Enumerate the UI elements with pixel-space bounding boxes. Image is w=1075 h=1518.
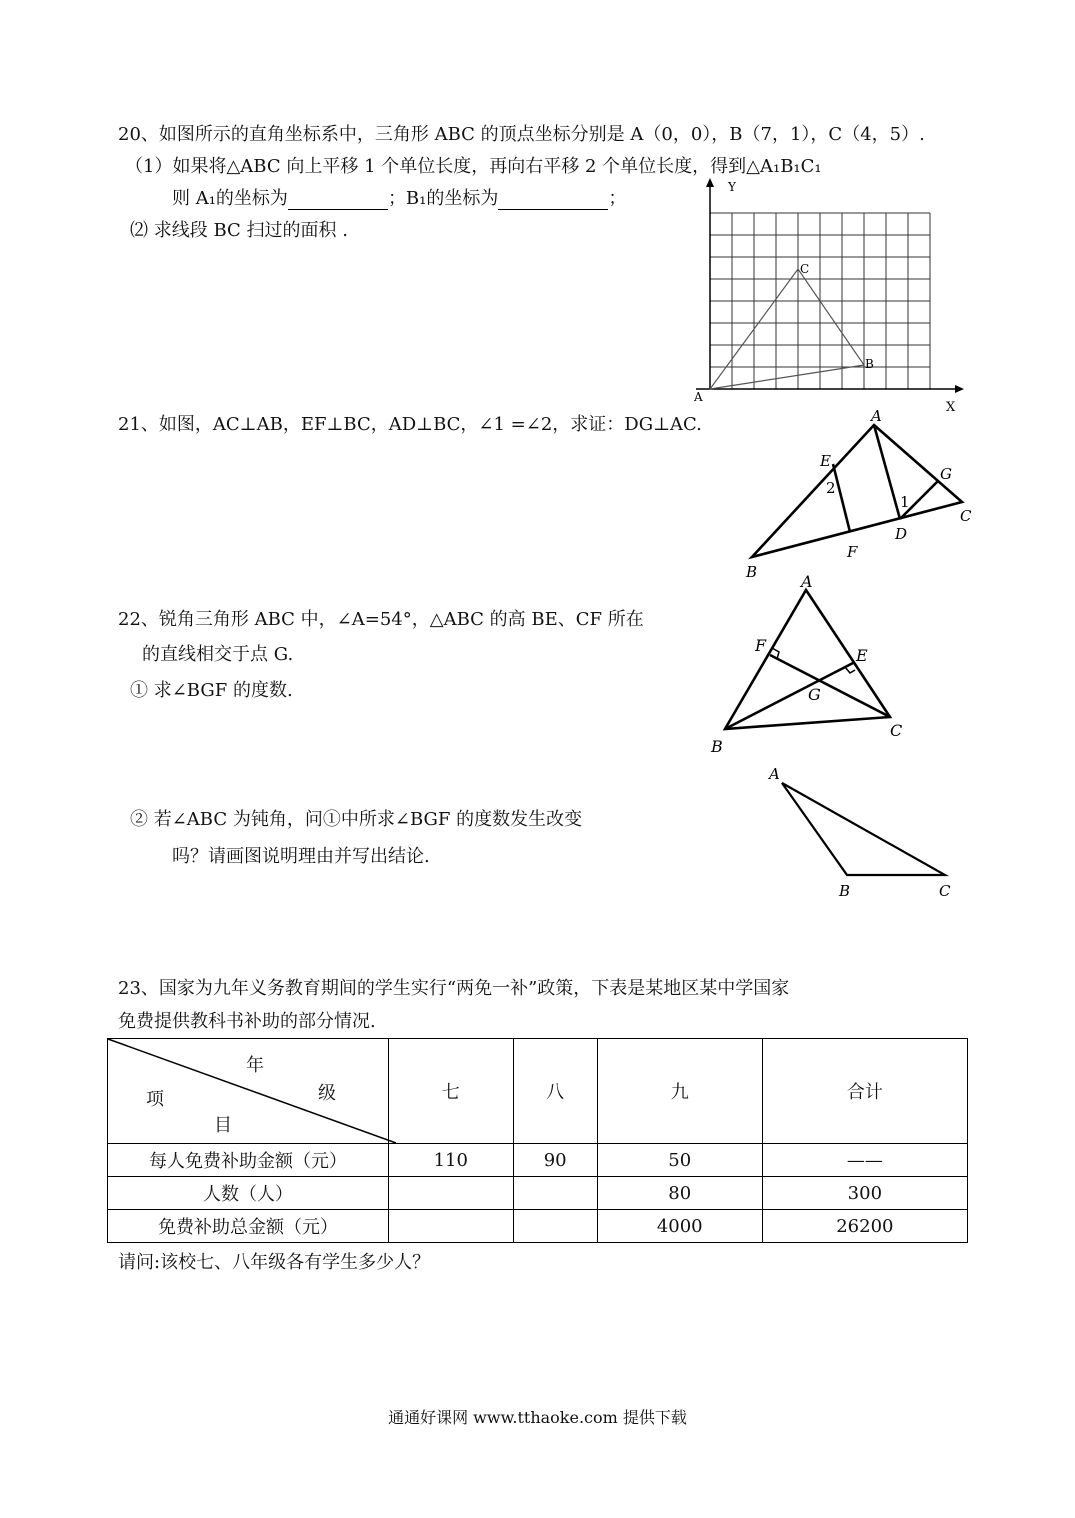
altitude-cf bbox=[770, 655, 890, 717]
q22-sub2: ② 若∠ABC 为钝角，问①中所求∠BGF 的度数发生改变 bbox=[130, 809, 583, 830]
table-cell[interactable] bbox=[389, 1210, 514, 1243]
q23-question: 请问:该校七、八年级各有学生多少人？ bbox=[118, 1252, 431, 1273]
table-cell: 300 bbox=[762, 1177, 967, 1210]
triangle-abc-obtuse bbox=[782, 783, 945, 875]
table-cell: 80 bbox=[597, 1177, 762, 1210]
q21-stem: 21、如图，AC⊥AB，EF⊥BC，AD⊥BC，∠1 =∠2，求证：DG⊥AC. bbox=[118, 414, 702, 435]
table-cell[interactable] bbox=[513, 1210, 597, 1243]
fig22-label-e: E bbox=[856, 646, 868, 665]
q20-stem: 20、如图所示的直角坐标系中，三角形 ABC 的顶点坐标分别是 A（0，0），B（7，1），C（4，5）. bbox=[118, 124, 925, 145]
table-header-cell: 八 bbox=[513, 1039, 597, 1144]
table-row bbox=[108, 1144, 968, 1177]
table-header-cell: 合计 bbox=[762, 1039, 967, 1144]
q20-b1-prefix: ；B₁的坐标为 bbox=[387, 188, 499, 209]
fig21-label-f: F bbox=[847, 543, 858, 561]
page-footer: 通通好课网 www.tthaoke.com 提供下载 bbox=[388, 1408, 687, 1427]
table-cell[interactable] bbox=[389, 1177, 514, 1210]
q20-part1-blanks bbox=[172, 188, 626, 210]
table-cell: 90 bbox=[513, 1144, 597, 1177]
fig22b-label-c: C bbox=[939, 882, 951, 900]
fig21-label-e: E bbox=[820, 452, 831, 470]
q22-sub2-line2: 吗？请画图说明理由并写出结论. bbox=[172, 846, 430, 867]
table-header-row bbox=[108, 1039, 968, 1144]
table-cell: 50 bbox=[597, 1144, 762, 1177]
q20-a1-prefix: 则 A₁的坐标为 bbox=[172, 188, 288, 209]
table-row bbox=[108, 1210, 968, 1243]
table-header-cell: 七 bbox=[389, 1039, 514, 1144]
y-axis-label: Y bbox=[728, 180, 736, 194]
q21-figure bbox=[740, 405, 980, 580]
corner-nian: 年 bbox=[246, 1055, 264, 1076]
fig21-label-d: D bbox=[895, 525, 908, 543]
fig22-label-a: A bbox=[801, 572, 813, 591]
fig22-label-c: C bbox=[890, 721, 903, 740]
table-cell: —— bbox=[762, 1144, 967, 1177]
q20-a1-answer-blank[interactable] bbox=[288, 193, 388, 210]
q22-sub1: ① 求∠BGF 的度数. bbox=[130, 680, 293, 701]
q22-stem-line2: 的直线相交于点 G. bbox=[142, 644, 294, 665]
corner-ji: 级 bbox=[318, 1083, 336, 1104]
table-cell[interactable] bbox=[513, 1177, 597, 1210]
fig21-label-a: A bbox=[871, 407, 882, 425]
x-axis-label: X bbox=[946, 400, 956, 415]
segment-ef bbox=[833, 464, 850, 532]
row-label: 人数（人） bbox=[108, 1177, 389, 1210]
right-angle-e-icon bbox=[845, 667, 855, 673]
y-axis-arrow-icon bbox=[706, 178, 714, 187]
segment-ad bbox=[874, 425, 900, 519]
q22-stem-line1: 22、锐角三角形 ABC 中，∠A=54°，△ABC 的高 BE、CF 所在 bbox=[118, 609, 644, 630]
q20-end: ； bbox=[608, 188, 627, 209]
q20-coordinate-graph bbox=[680, 175, 970, 420]
fig21-label-b: B bbox=[746, 563, 758, 581]
point-b-label: B bbox=[865, 357, 874, 371]
subsidy-table bbox=[107, 1038, 968, 1243]
q20-part2: ⑵ 求线段 BC 扫过的面积 . bbox=[130, 220, 348, 241]
fig21-angle-2: 2 bbox=[826, 479, 836, 497]
fig21-label-c: C bbox=[960, 507, 972, 525]
point-c-label: C bbox=[800, 262, 810, 276]
table-cell: 4000 bbox=[597, 1210, 762, 1243]
q23-stem-line1: 23、国家为九年义务教育期间的学生实行“两免一补”政策，下表是某地区某中学国家 bbox=[118, 978, 790, 999]
corner-mu: 目 bbox=[214, 1115, 232, 1136]
point-a-label: A bbox=[694, 390, 703, 404]
table-header-cell: 九 bbox=[597, 1039, 762, 1144]
fig22-label-b: B bbox=[711, 737, 723, 756]
fig21-angle-1: 1 bbox=[900, 493, 910, 511]
table-cell: 26200 bbox=[762, 1210, 967, 1243]
row-label: 免费补助总金额（元） bbox=[108, 1210, 389, 1243]
row-label: 每人免费补助金额（元） bbox=[108, 1144, 389, 1177]
x-axis-arrow-icon bbox=[955, 385, 964, 393]
q22-figure-obtuse bbox=[765, 762, 965, 902]
q22-figure-acute bbox=[705, 572, 920, 762]
q20-part1: （1）如果将△ABC 向上平移 1 个单位长度，再向右平移 2 个单位长度，得到△A₁B₁C₁ bbox=[125, 156, 822, 177]
q23-stem-line2: 免费提供教科书补助的部分情况. bbox=[118, 1011, 376, 1032]
fig21-label-g: G bbox=[940, 465, 952, 483]
triangle-abc bbox=[710, 269, 864, 389]
fig22b-label-b: B bbox=[839, 882, 851, 900]
q20-b1-answer-blank[interactable] bbox=[498, 193, 608, 210]
table-corner-cell bbox=[108, 1039, 389, 1144]
corner-xiang: 项 bbox=[146, 1089, 164, 1110]
fig22-label-f: F bbox=[755, 636, 767, 655]
fig22b-label-a: A bbox=[769, 765, 780, 783]
triangle-abc-21 bbox=[752, 425, 962, 557]
table-row bbox=[108, 1177, 968, 1210]
fig22-label-g: G bbox=[808, 685, 821, 704]
table-cell: 110 bbox=[389, 1144, 514, 1177]
